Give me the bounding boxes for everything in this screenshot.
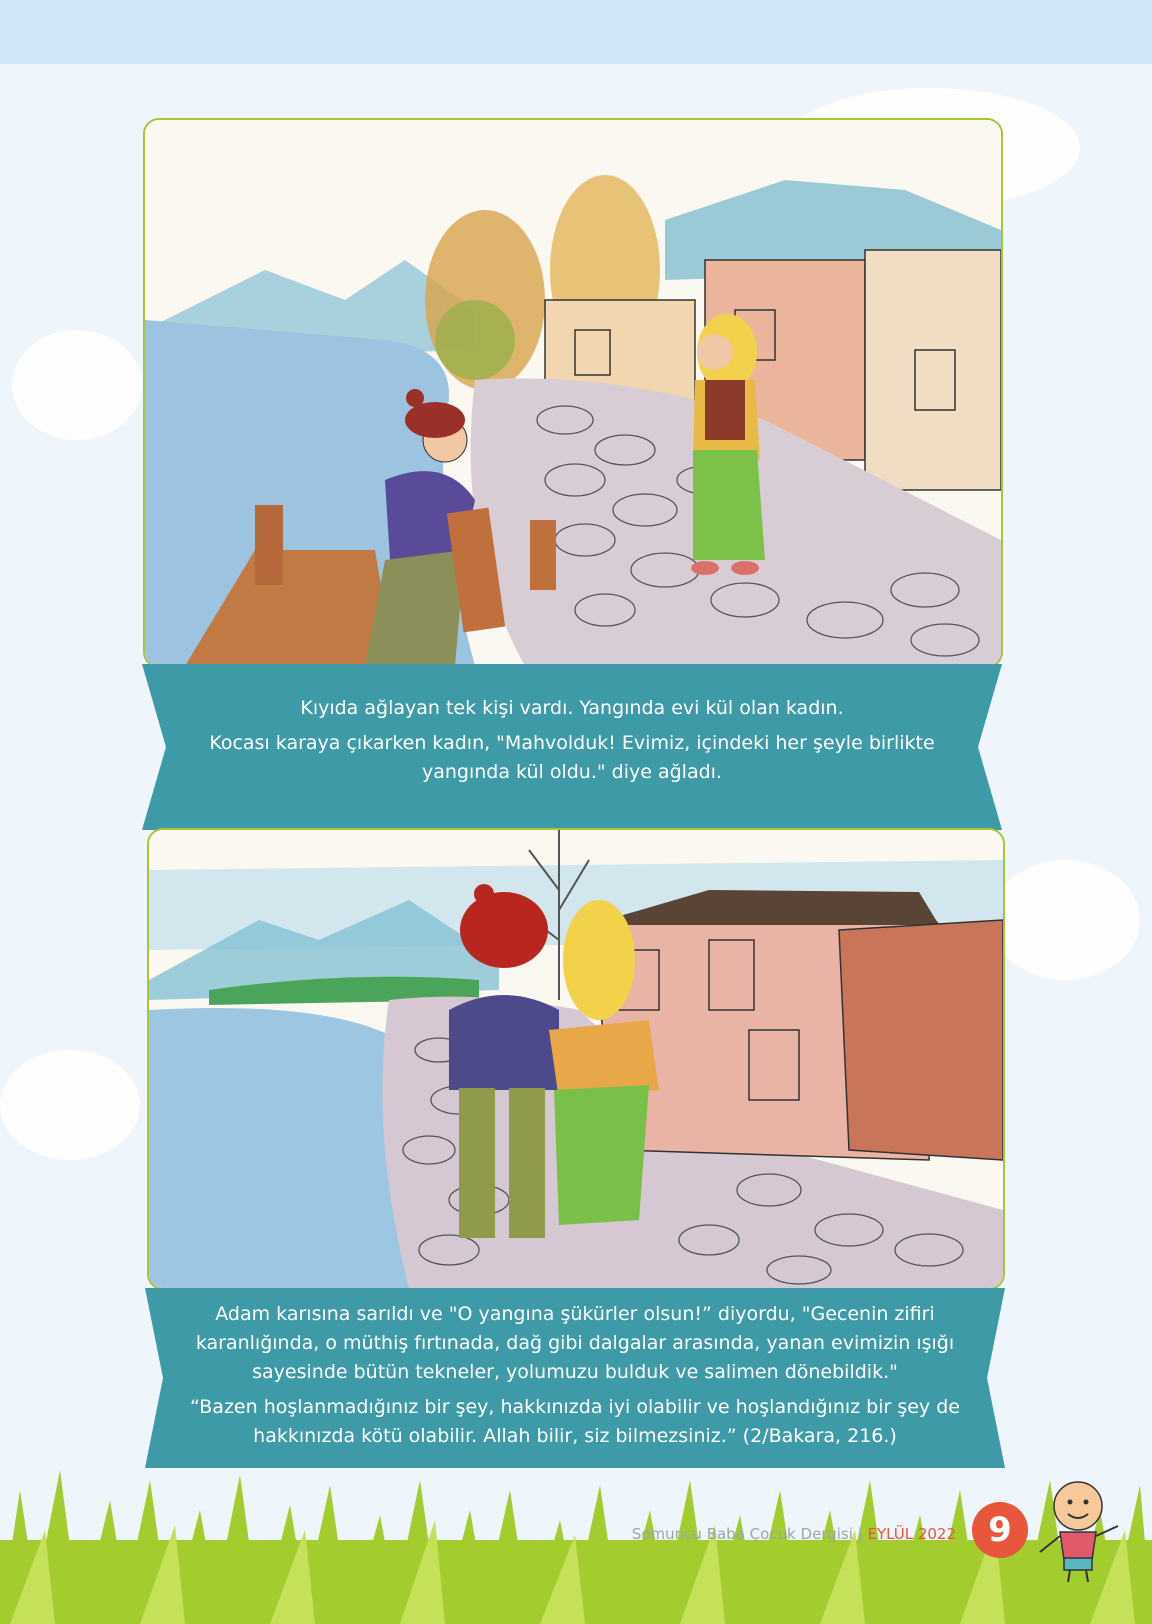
top-band [0, 0, 1152, 64]
caption-text: Kıyıda ağlayan tek kişi vardı. Yangında evi kül olan kadın. [300, 697, 844, 719]
background-cloud [0, 1050, 140, 1160]
background-cloud [990, 860, 1140, 980]
page-number-badge: 9 [972, 1502, 1028, 1558]
caption-text: Kocası karaya çıkarken kadın, "Mahvolduk! Evimiz, içindeki her şeyle birlikte [209, 732, 935, 754]
quote-text: hakkınızda kötü olabilir. Allah bilir, siz bilmezsiniz.” (2/Bakara, 216.) [253, 1425, 897, 1447]
magazine-name: Somuncu Baba Çocuk Dergisi | [631, 1525, 868, 1543]
caption-ribbon-top [142, 664, 1002, 830]
quote-text: “Bazen hoşlanmadığınız bir şey, hakkınızda iyi olabilir ve hoşlandığınız bir şey de [190, 1396, 960, 1418]
footer-magazine-info [632, 1525, 956, 1543]
caption-text: karanlığında, o müthiş fırtınada, dağ gibi dalgalar arasında, yanan evimizin ışığı [195, 1332, 955, 1354]
issue-date: EYLÜL 2022 [867, 1525, 956, 1543]
cartoon-boy-mascot-icon [1030, 1476, 1126, 1586]
caption-text: yangında kül oldu." diye ağladı. [422, 761, 722, 783]
illustration-couple-burned-house [147, 828, 1005, 1290]
background-cloud [12, 330, 142, 440]
illustration-shore-crying-woman [143, 118, 1003, 668]
caption-text: sayesinde bütün tekneler, yolumuzu bulduk ve salimen dönebildik." [252, 1361, 898, 1383]
caption-ribbon-bottom [145, 1288, 1005, 1468]
caption-text: Adam karısına sarıldı ve "O yangına şükürler olsun!” diyordu, "Gecenin zifiri [215, 1303, 935, 1325]
